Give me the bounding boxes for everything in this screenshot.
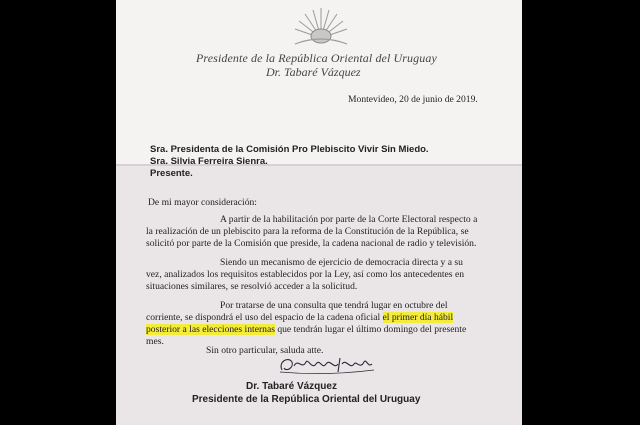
highlighted-text-2: posterior a las elecciones internas [146, 324, 275, 335]
para2-line-3: situaciones similares, se resolvió acceder a la solicitud. [146, 281, 358, 292]
letter-page [116, 0, 522, 425]
para1-line-2: la realización de un plebiscito para la reforma de la Constitución de la República, se [146, 226, 469, 237]
recipient-line-1: Sra. Presidenta de la Comisión Pro Plebiscito Vivir Sin Miedo. [150, 144, 429, 155]
para3-line-3-text: que tendrán lugar el último domingo del presente [274, 324, 467, 335]
recipient-line-3: Presente. [150, 168, 193, 179]
para3-line-2-text: corriente, se dispondrá el uso del espacio de la cadena oficial [146, 312, 383, 323]
handwritten-signature-icon [276, 352, 376, 378]
letterhead-name: Dr. Tabaré Vázquez [266, 65, 361, 79]
recipient-line-2: Sra. Silvia Ferreira Sienra. [150, 156, 268, 167]
para3-line-4: mes. [146, 336, 164, 347]
highlighted-text-1: el primer día hábil [382, 312, 454, 323]
para1-line-3: solicitó por parte de la Comisión que preside, la cadena nacional de radio y televisión. [146, 238, 477, 249]
sun-emblem-icon [291, 4, 351, 48]
para3-line-1: Por tratarse de una consulta que tendrá lugar en octubre del [220, 300, 448, 311]
para1-line-1: A partir de la habilitación por parte de la Corte Electoral respecto a [220, 214, 478, 225]
signature-name: Dr. Tabaré Vázquez [246, 381, 337, 392]
closing: Sin otro particular, saluda atte. [206, 345, 324, 356]
para3-line-3 [146, 324, 466, 335]
signature-title: Presidente de la República Oriental del Uruguay [192, 394, 421, 405]
para3-line-2 [146, 312, 453, 323]
para2-line-1: Siendo un mecanismo de ejercicio de democracia directa y a su [220, 257, 463, 268]
letter-date: Montevideo, 20 de junio de 2019. [348, 94, 478, 105]
salutation: De mi mayor consideración: [148, 197, 257, 208]
letterhead-title: Presidente de la República Oriental del Uruguay [196, 51, 437, 65]
para2-line-2: vez, analizados los requisitos establecidos por la Ley, así como los antecedentes en [146, 269, 464, 280]
